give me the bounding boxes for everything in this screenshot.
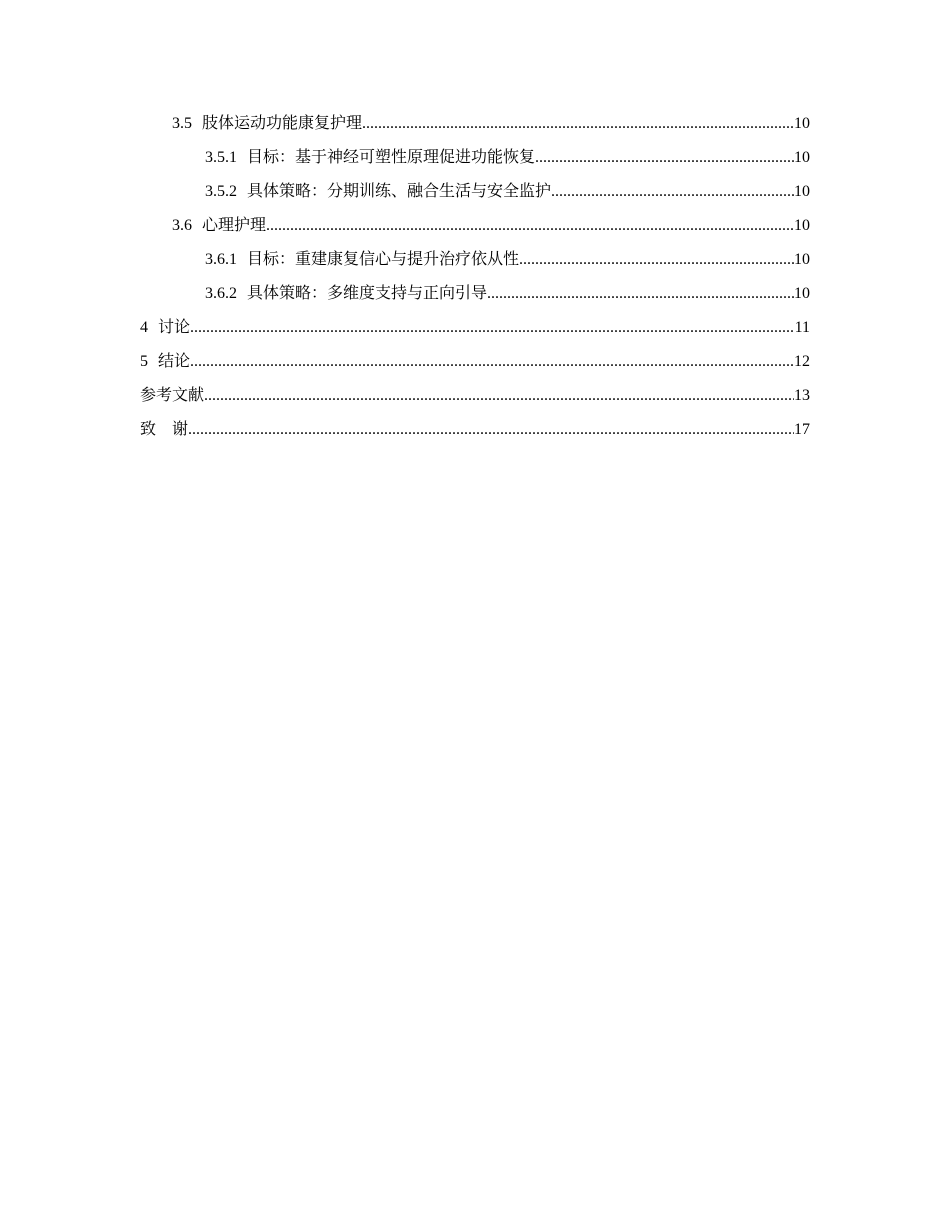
- toc-entry-number: 4: [140, 319, 148, 336]
- toc-entry-page: 10: [794, 217, 810, 234]
- toc-dot-leader: [266, 214, 794, 238]
- toc-entry-number: 3.5.1: [205, 149, 237, 166]
- toc-entry-3-5[interactable]: [140, 112, 810, 146]
- toc-entry-page: 10: [794, 149, 810, 166]
- toc-entry-number: 5: [140, 353, 148, 370]
- toc-entry-3-6-1[interactable]: [140, 248, 810, 282]
- toc-entry-number: 3.6: [172, 217, 192, 234]
- toc-entry-page: 10: [794, 183, 810, 200]
- toc-entry-3-6[interactable]: [140, 214, 810, 248]
- toc-dot-leader: [519, 248, 794, 272]
- toc-dot-leader: [188, 418, 794, 442]
- toc-entry-number: 3.6.2: [205, 285, 237, 302]
- toc-entry-title: 讨论: [158, 319, 191, 336]
- toc-entry-title: 心理护理: [202, 217, 267, 234]
- toc-entry-page: 11: [794, 319, 810, 336]
- toc-entry-title: 具体策略：多维度支持与正向引导: [247, 285, 488, 302]
- toc-entry-page: 12: [794, 353, 810, 370]
- toc-entry-title: 肢体运动功能康复护理: [202, 115, 363, 132]
- toc-dot-leader: [551, 180, 794, 204]
- toc-dot-leader: [190, 350, 794, 374]
- toc-dot-leader: [204, 384, 794, 408]
- toc-dot-leader: [487, 282, 794, 306]
- toc-entry-3-6-2[interactable]: [140, 282, 810, 316]
- toc-entry-title: 目标：基于神经可塑性原理促进功能恢复: [247, 149, 536, 166]
- toc-entry-number: 3.5.2: [205, 183, 237, 200]
- toc-entry-number: 3.5: [172, 115, 192, 132]
- toc-entry-page: 13: [794, 387, 810, 404]
- toc-entry-5[interactable]: [140, 350, 810, 384]
- toc-entry-title: 致 谢: [140, 421, 189, 438]
- toc-entry-title: 结论: [158, 353, 191, 370]
- toc-entry-page: 10: [794, 285, 810, 302]
- toc-dot-leader: [535, 146, 794, 170]
- toc-entry-references[interactable]: [140, 384, 810, 418]
- toc-entry-3-5-1[interactable]: [140, 146, 810, 180]
- toc-entry-page: 17: [794, 421, 810, 438]
- toc-entry-number: 3.6.1: [205, 251, 237, 268]
- toc-entry-title: 具体策略：分期训练、融合生活与安全监护: [247, 183, 552, 200]
- toc-entry-title: 目标：重建康复信心与提升治疗依从性: [247, 251, 520, 268]
- toc-entry-page: 10: [794, 251, 810, 268]
- toc-entry-acknowledgements[interactable]: [140, 418, 810, 452]
- toc-entry-3-5-2[interactable]: [140, 180, 810, 214]
- toc-dot-leader: [362, 112, 794, 136]
- toc-entry-title: 参考文献: [140, 387, 205, 404]
- toc-entry-page: 10: [794, 115, 810, 132]
- toc-entry-4[interactable]: [140, 316, 810, 350]
- toc-dot-leader: [190, 316, 795, 340]
- table-of-contents: [140, 112, 810, 452]
